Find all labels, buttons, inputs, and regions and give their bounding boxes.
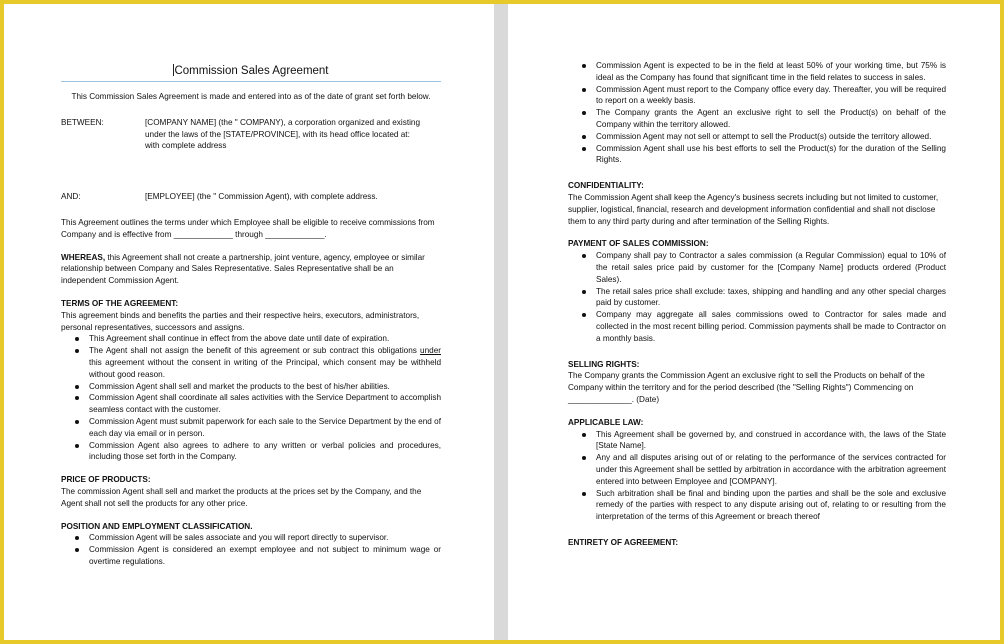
list-item: Commission Agent shall coordinate all sales activities with the Service Department to accomplish seamless contact with the customer. xyxy=(89,393,441,415)
whereas-bold: WHEREAS, xyxy=(61,252,106,262)
list-item: Commission Agent shall sell and market the products to the best of his/her abilities. xyxy=(89,381,441,393)
list-item: The retail sales price shall exclude: taxes, shipping and handling and any other special charges paid by customer. xyxy=(596,286,946,308)
between-label: BETWEEN: xyxy=(61,117,104,127)
entirety-heading: ENTIRETY OF AGREEMENT: xyxy=(568,537,679,547)
position-heading: POSITION AND EMPLOYMENT CLASSIFICATION. xyxy=(61,521,253,531)
whereas-paragraph xyxy=(61,252,441,287)
document-title-text: Commission Sales Agreement xyxy=(174,65,329,77)
terms-list xyxy=(61,333,441,463)
confidentiality-text: The Commission Agent shall keep the Agency's business secrets including but not limited to customer, supplier, logistical, financial, research and development information confidential and shall not disclose them to any third party during and after termination of the Selling Rights. xyxy=(568,192,939,226)
page-1-content xyxy=(61,64,441,568)
confidentiality-heading: CONFIDENTIALITY: xyxy=(568,181,644,191)
document-title[interactable] xyxy=(61,64,441,82)
payment-list xyxy=(568,250,946,344)
list-item: Commission Agent is considered an exempt employee and not subject to minimum wage or overtime regulations. xyxy=(89,545,441,566)
list-item: Commission Agent is expected to be in the field at least 50% of your working time, but 75% is ideal as the Company has found that significant time in the field relates to success in sales. xyxy=(596,61,946,82)
and-block xyxy=(61,191,441,203)
list-item: This Agreement shall be governed by, and construed in accordance with, the laws of the State [State Name]. xyxy=(596,429,946,451)
list-item: Commission Agent must submit paperwork for each sale to the Service Department by the end of each day via email or in person. xyxy=(89,416,441,438)
between-block xyxy=(61,117,441,152)
and-text: [EMPLOYEE] (the " Commission Agent), with complete address. xyxy=(145,192,378,202)
list-item: The Company grants the Agent an exclusive right to sell the Product(s) on behalf of the Company within the territory allowed. xyxy=(596,108,946,129)
list-item: Such arbitration shall be final and binding upon the parties and shall be the sole and exclusive remedy of the parties with respect to any dispute arising out of, relating to or resulting from the interpretation of the terms of this Agreement or breach thereof xyxy=(596,488,946,522)
duties-list xyxy=(568,60,946,166)
page-1 xyxy=(4,4,494,640)
applicable-law-heading: APPLICABLE LAW: xyxy=(568,417,644,427)
list-item: Commission Agent will be sales associate and you will report directly to supervisor. xyxy=(89,532,441,544)
list-item: Commission Agent may not sell or attempt to sell the Product(s) outside the territory allowed. xyxy=(596,131,946,143)
terms-text: This agreement binds and benefits the parties and their respective heirs, executors, administrators, personal representatives, successors and assigns. xyxy=(61,310,420,332)
outline-paragraph: This Agreement outlines the terms under which Employee shall be eligible to receive commissions from Company and is effective from _____________ through _____________. xyxy=(61,217,435,239)
list-item: Company shall pay to Contractor a sales commission (a Regular Commission) equal to 10% of the retail sales price paid by customer for the [Company Name] products ordered (Product Sales). xyxy=(596,251,946,284)
underlined-word: under xyxy=(420,346,441,356)
page-2 xyxy=(508,4,1000,640)
list-item-text: this agreement without the consent in writing of the Principal, which consent may be withheld without good reason. xyxy=(89,357,441,379)
whereas-text: this Agreement shall not create a partnership, joint venture, agency, employee or similar relationship between Company and Sales Representative. Sales Representative shall be an independent Commission Agent. xyxy=(61,252,425,286)
selling-rights-heading: SELLING RIGHTS: xyxy=(568,359,640,369)
between-text: [COMPANY NAME] (the " COMPANY), a corporation organized and existing under the laws of the [STATE/PROVINCE], with its head office located at: with complete address xyxy=(145,117,421,151)
payment-heading: PAYMENT OF SALES COMMISSION: xyxy=(568,239,709,249)
price-text: The commission Agent shall sell and market the products at the prices set by the Company, and the Agent shall not sell the products for any other price. xyxy=(61,486,422,508)
list-item-text: The Agent shall not assign the benefit of this agreement or sub contract this obligations xyxy=(89,346,421,356)
list-item: Company may aggregate all sales commissions owed to Contractor for sales made and collected in the most recent billing period. Commission payments shall be made to Contractor on a monthly basis. xyxy=(596,310,946,343)
law-list xyxy=(568,429,946,523)
price-heading: PRICE OF PRODUCTS: xyxy=(61,475,151,485)
and-label: AND: xyxy=(61,192,81,202)
list-item: This Agreement shall continue in effect from the above date until date of expiration. xyxy=(89,333,441,345)
list-item: Commission Agent also agrees to adhere to any written or verbal policies and procedures, including those set forth in the Company. xyxy=(89,440,441,462)
list-item xyxy=(89,345,441,380)
list-item: Commission Agent shall use his best efforts to sell the Product(s) for the duration of the Selling Rights. xyxy=(596,143,946,165)
document-viewer xyxy=(4,4,1000,640)
list-item: Any and all disputes arising out of or relating to the performance of the services contracted for under this Agreement shall be settled by arbitration in accordance with the arbitration agreement entered into between Employee and [COMPANY]. xyxy=(596,453,946,486)
page-2-content xyxy=(568,60,946,549)
list-item: Commission Agent must report to the Company office every day. Thereafter, you will be required to report on a weekly basis. xyxy=(596,84,946,106)
selling-rights-text: The Company grants the Commission Agent an exclusive right to sell the Products on behalf of the Company within the territory and for the period described (the "Selling Rights") Commencing on ______________. (Date) xyxy=(568,371,925,404)
position-list xyxy=(61,532,441,567)
page-gap xyxy=(494,4,508,640)
intro-paragraph: This Commission Sales Agreement is made and entered into as of the date of grant set forth below. xyxy=(71,92,431,101)
terms-heading: TERMS OF THE AGREEMENT: xyxy=(61,298,179,308)
